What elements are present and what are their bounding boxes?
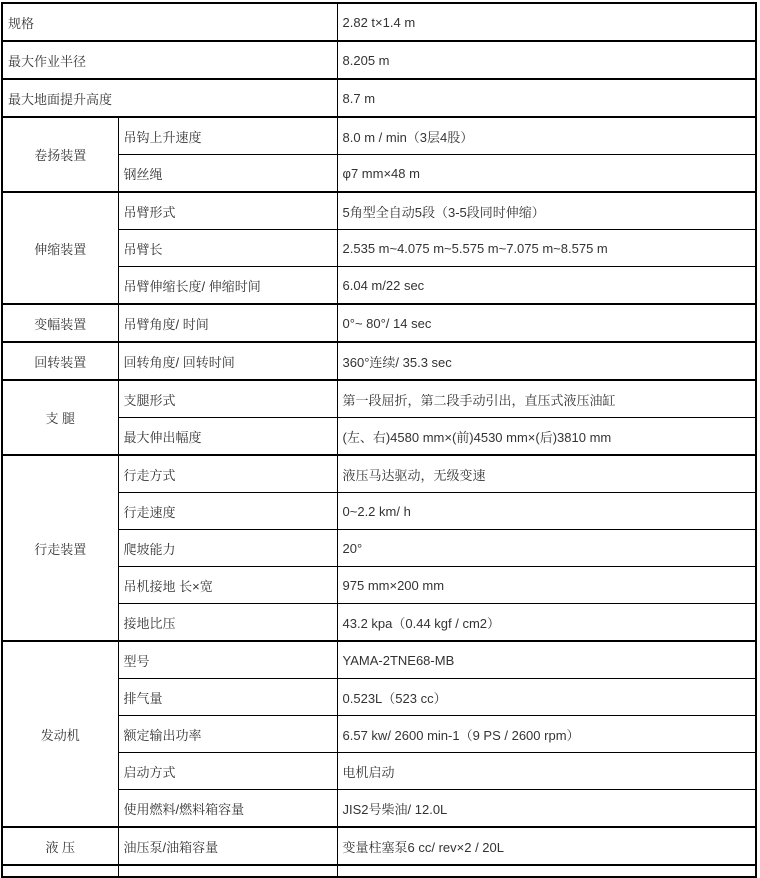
spec-value: 8.205 m: [337, 41, 756, 79]
spec-value: 2.82 t×1.4 m: [337, 3, 756, 41]
table-row: [2, 3, 756, 41]
spec-label: 吊机接地 长×宽: [118, 567, 337, 604]
spec-category: [2, 865, 118, 877]
table-row: [2, 342, 756, 380]
spec-category: 发动机: [2, 641, 118, 827]
spec-label: 行走速度: [118, 493, 337, 530]
spec-label: [118, 865, 337, 877]
spec-value: φ7 mm×48 m: [337, 155, 756, 193]
spec-value: 6.04 m/22 sec: [337, 267, 756, 305]
spec-value: 43.2 kpa（0.44 kgf / cm2）: [337, 604, 756, 642]
spec-value: 第一段屈折，第二段手动引出，直压式液压油缸: [337, 380, 756, 418]
table-row: [2, 827, 756, 865]
spec-value: 电机启动: [337, 753, 756, 790]
spec-value: 360°连续/ 35.3 sec: [337, 342, 756, 380]
spec-category: 行走装置: [2, 455, 118, 641]
table-row: [2, 304, 756, 342]
spec-value: 液压马达驱动，无级变速: [337, 455, 756, 493]
spec-value: 8.0 m / min（3层4股）: [337, 117, 756, 155]
spec-label: 回转角度/ 回转时间: [118, 342, 337, 380]
spec-value: JIS2号柴油/ 12.0L: [337, 790, 756, 828]
spec-value: 975 mm×200 mm: [337, 567, 756, 604]
table-row: [2, 192, 756, 230]
spec-label: 吊臂形式: [118, 192, 337, 230]
spec-label: 最大地面提升高度: [2, 79, 337, 117]
spec-value: 变量柱塞泵6 cc/ rev×2 / 20L: [337, 827, 756, 865]
spec-category: 伸缩装置: [2, 192, 118, 304]
spec-value: 0~2.2 km/ h: [337, 493, 756, 530]
spec-value: 6.57 kw/ 2600 min-1（9 PS / 2600 rpm）: [337, 716, 756, 753]
spec-category: 变幅装置: [2, 304, 118, 342]
spec-label: 接地比压: [118, 604, 337, 642]
spec-value: [337, 865, 756, 877]
spec-label: 支腿形式: [118, 380, 337, 418]
spec-label: 油压泵/油箱容量: [118, 827, 337, 865]
spec-category: 支 腿: [2, 380, 118, 455]
table-row: [2, 455, 756, 493]
spec-label: 吊臂角度/ 时间: [118, 304, 337, 342]
spec-label: 规格: [2, 3, 337, 41]
spec-label: 吊钩上升速度: [118, 117, 337, 155]
spec-label: 爬坡能力: [118, 530, 337, 567]
table-row: [2, 117, 756, 155]
spec-label: 吊臂伸缩长度/ 伸缩时间: [118, 267, 337, 305]
spec-value: 8.7 m: [337, 79, 756, 117]
spec-value: 2.535 m~4.075 m~5.575 m~7.075 m~8.575 m: [337, 230, 756, 267]
spec-category: 卷扬装置: [2, 117, 118, 192]
table-row: [2, 380, 756, 418]
spec-value: (左、右)4580 mm×(前)4530 mm×(后)3810 mm: [337, 418, 756, 456]
spec-label: 排气量: [118, 679, 337, 716]
spec-label: 最大伸出幅度: [118, 418, 337, 456]
spec-label: 使用燃料/燃料箱容量: [118, 790, 337, 828]
spec-category: 液 压: [2, 827, 118, 865]
spec-value: 20°: [337, 530, 756, 567]
spec-category: 回转装置: [2, 342, 118, 380]
spec-label: 启动方式: [118, 753, 337, 790]
spec-table: [1, 2, 757, 878]
spec-value: YAMA-2TNE68-MB: [337, 641, 756, 679]
spec-value: 5角型全自动5段（3-5段同时伸缩）: [337, 192, 756, 230]
table-row-partial: [2, 865, 756, 877]
spec-value: 0.523L（523 cc）: [337, 679, 756, 716]
spec-label: 最大作业半径: [2, 41, 337, 79]
table-row: [2, 641, 756, 679]
table-row: [2, 41, 756, 79]
spec-label: 行走方式: [118, 455, 337, 493]
spec-label: 型号: [118, 641, 337, 679]
spec-label: 钢丝绳: [118, 155, 337, 193]
table-row: [2, 79, 756, 117]
spec-value: 0°~ 80°/ 14 sec: [337, 304, 756, 342]
spec-label: 额定输出功率: [118, 716, 337, 753]
spec-label: 吊臂长: [118, 230, 337, 267]
